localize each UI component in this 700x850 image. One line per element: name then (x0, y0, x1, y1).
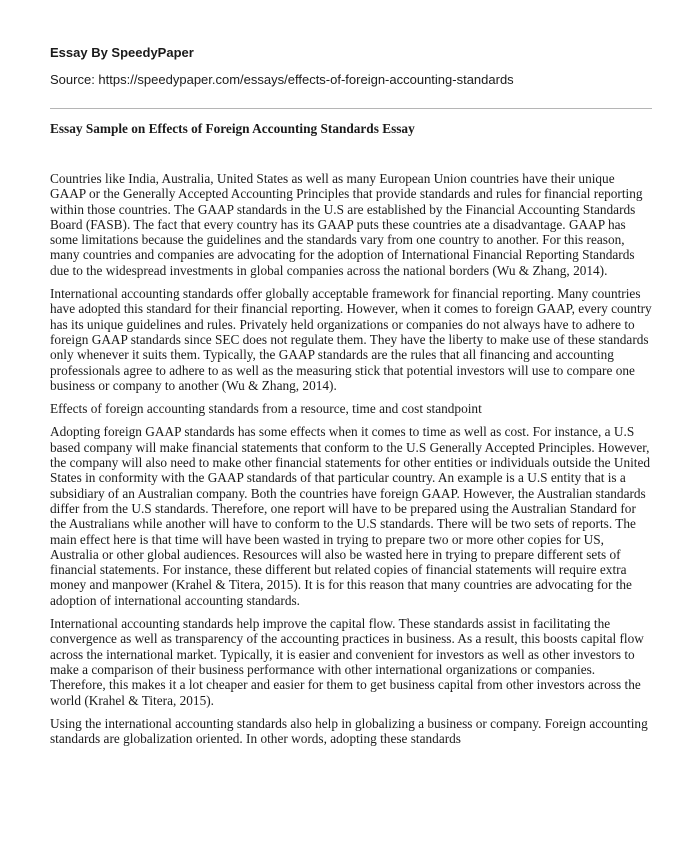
essay-title: Essay Sample on Effects of Foreign Accounting Standards Essay (50, 121, 415, 136)
essay-paragraph: Using the international accounting standards also help in globalizing a business or company. Foreign accounting standards are globalization oriented. In other words, adopting these standards (50, 715, 648, 747)
essay-paragraph: Adopting foreign GAAP standards has some effects when it comes to time as well as cost. For instance, a U.S based company will make financial statements that conform to the U.S Generally Accepted Principles. However, the company will also need to make other financial statements for other entities or individuals outside the United States in conformity with the GAAP standards of that particular country. An example is a U.S entity that is a subsidiary of an Australian company. Both the countries have foreign GAAP. However, the Australian standards differ from the U.S standards. Therefore, one report will have to be prepared using the Australian Standard for the Australians while another will have to conform to the U.S standards. There will be two sets of reports. The main effect here is that time will have been wasted in trying to prepare two or more other copies for US, Australia or other global audiences. Resources will also be wasted here in trying to prepare different sets of financial statements. For instance, these different but related copies of financial statements will require extra money and manpower (Krahel & Titera, 2015). It is for this reason that many countries are advocating for the adoption of international accounting standards. (50, 424, 651, 608)
document-header-title: Essay By SpeedyPaper (50, 45, 194, 60)
source-line: Source: https://speedypaper.com/essays/effects-of-foreign-accounting-standards (50, 72, 514, 87)
essay-subheading: Effects of foreign accounting standards from a resource, time and cost standpoint (50, 401, 482, 417)
essay-paragraph: Countries like India, Australia, United States as well as many European Union countries have their unique GAAP or the Generally Accepted Accounting Principles that provide standards and rules for financial reporting within those countries. The GAAP standards in the U.S are established by the Financial Accounting Standards Board (FASB). The fact that every country has its GAAP puts these countries ate a disadvantage. GAAP has some limitations because the guidelines and the standards vary from one country to another. For this reason, many countries and companies are advocating for the adoption of International Financial Reporting Standards due to the widespread investments in global companies across the national borders (Wu & Zhang, 2014). (50, 171, 643, 278)
essay-paragraph: International accounting standards help improve the capital flow. These standards assist in facilitating the convergence as well as transparency of the accounting practices in business. As a result, this boosts capital flow across the international market. Typically, it is easier and convenient for investors as well as other investors to make a comparison of their business performance with other international organizations or companies. Therefore, this makes it a lot cheaper and easier for them to get business capital from other investors across the world (Krahel & Titera, 2015). (50, 616, 644, 708)
header-divider (50, 108, 652, 109)
essay-body (50, 171, 652, 754)
essay-paragraph: International accounting standards offer globally acceptable framework for financial reporting. Many countries have adopted this standard for their financial reporting. However, when it comes to foreign GAAP, every country has its unique guidelines and rules. Privately held organizations or companies do not always have to adhere to foreign GAAP standards since SEC does not regulate them. They have the liberty to make use of these standards only whenever it suits them. Typically, the GAAP standards are the rules that all financing and accounting professionals agree to adhere to as well as the measuring stick that potential investors will use to compare one business or company to another (Wu & Zhang, 2014). (50, 286, 652, 393)
